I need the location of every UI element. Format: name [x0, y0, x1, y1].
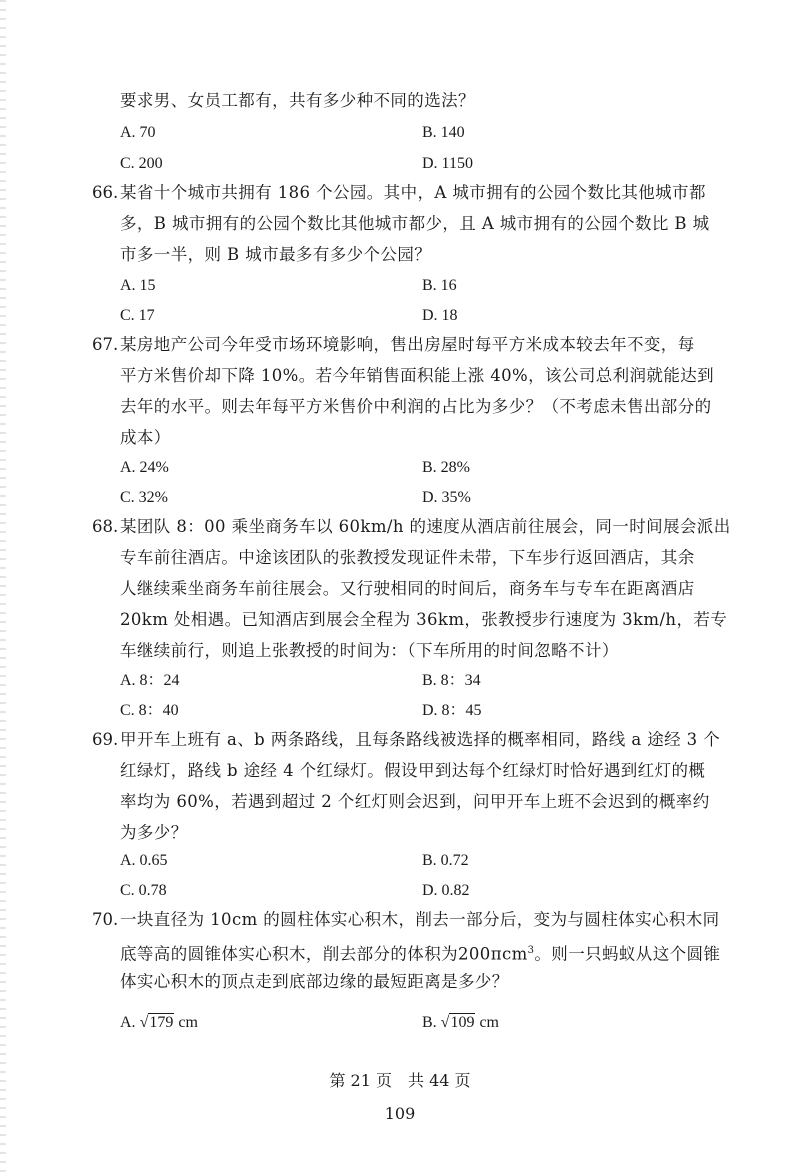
- page-number: 109: [384, 1104, 416, 1123]
- question-67-option-a: A. 24%: [120, 459, 169, 476]
- option-b-unit: cm: [479, 1014, 499, 1031]
- question-66-number: 66.: [92, 183, 119, 202]
- square-root-expression: [441, 1011, 476, 1035]
- question-68-line-1: 某团队 8：00 乘坐商务车以 60km/h 的速度从酒店前往展会，同一时间展会派出: [120, 517, 731, 536]
- question-66-option-b: B. 16: [422, 277, 457, 294]
- option-a-prefix: A.: [120, 1014, 136, 1031]
- question-68-option-c: C. 8：40: [120, 702, 179, 719]
- question-68-number: 68.: [92, 517, 119, 536]
- question-69-line-3: 率均为 60%，若遇到超过 2 个红灯则会迟到，问甲开车上班不会迟到的概率约: [120, 792, 710, 811]
- question-70-line-1: 一块直径为 10cm 的圆柱体实心积木，削去一部分后，变为与圆柱体实心积木同: [120, 910, 720, 929]
- question-69-option-c: C. 0.78: [120, 882, 167, 899]
- question-67-option-c: C. 32%: [120, 489, 168, 506]
- question-69-line-1: 甲开车上班有 a、b 两条路线，且每条路线被选择的概率相同，路线 a 途经 3 个: [120, 730, 721, 749]
- question-69-line-2: 红绿灯，路线 b 途经 4 个红绿灯。假设甲到达每个红绿灯时恰好遇到红灯的概: [120, 761, 706, 780]
- question-67-line-4: 成本）: [120, 428, 171, 447]
- question-69-option-b: B. 0.72: [422, 852, 469, 869]
- question-67-number: 67.: [92, 335, 119, 354]
- question-70-line-2-after: 。则一只蚂蚁从这个圆锥: [534, 944, 721, 964]
- cubic-exponent: 3: [527, 945, 535, 956]
- radical-sign-icon: √: [440, 1014, 450, 1031]
- question-68-option-d: D. 8：45: [422, 702, 482, 719]
- question-67-option-d: D. 35%: [422, 489, 471, 506]
- question-66-option-d: D. 18: [422, 307, 458, 324]
- removed-volume-value: 200πcm: [458, 944, 528, 964]
- question-70-number: 70.: [92, 910, 119, 929]
- question-70-option-b: [422, 1011, 499, 1035]
- question-70-line-2-before: 底等高的圆锥体实心积木，削去部分的体积为: [120, 944, 458, 964]
- question-69-number: 69.: [92, 730, 119, 749]
- option-d: D. 1150: [422, 155, 473, 172]
- option-c: C. 200: [120, 155, 163, 172]
- question-66-option-a: A. 15: [120, 277, 156, 294]
- question-69-option-a: A. 0.65: [120, 852, 168, 869]
- question-68-line-3: 人继续乘坐商务车前往展会。又行驶相同的时间后，商务车与专车在距离酒店: [120, 579, 695, 598]
- question-66-line-1: 某省十个城市共拥有 186 个公园。其中，A 城市拥有的公园个数比其他城市都: [120, 183, 706, 202]
- question-70-option-a: [120, 1011, 198, 1035]
- question-67-option-b: B. 28%: [422, 459, 470, 476]
- question-70-line-2: [120, 939, 720, 967]
- radicand: 179: [149, 1014, 174, 1031]
- radicand: 109: [450, 1014, 475, 1031]
- option-a-unit: cm: [178, 1014, 198, 1031]
- question-68-option-a: A. 8：24: [120, 672, 180, 689]
- question-69-option-d: D. 0.82: [422, 882, 470, 899]
- question-continuation-text: 要求男、女员工都有，共有多少种不同的选法？: [120, 91, 475, 110]
- question-68-line-2: 专车前往酒店。中途该团队的张教授发现证件未带，下车步行返回酒店，其余: [120, 548, 695, 567]
- question-68-line-5: 车继续前行，则追上张教授的时间为：（下车所用的时间忽略不计）: [120, 641, 619, 660]
- radical-sign-icon: √: [139, 1014, 149, 1031]
- option-b: B. 140: [422, 124, 465, 141]
- question-69-line-4: 为多少？: [120, 823, 188, 842]
- square-root-expression: [140, 1011, 175, 1035]
- question-66-option-c: C. 17: [120, 307, 155, 324]
- question-68-option-b: B. 8：34: [422, 672, 481, 689]
- question-67-line-3: 去年的水平。则去年每平方米售价中利润的占比为多少？（不考虑未售出部分的: [120, 397, 712, 416]
- page-info: 第 21 页 共 44 页: [329, 1071, 471, 1090]
- question-70-line-3: 体实心积木的顶点走到底部边缘的最短距离是多少？: [120, 972, 509, 991]
- question-66-line-3: 市多一半，则 B 城市最多有多少个公园？: [120, 245, 432, 264]
- question-67-line-2: 平方米售价却下降 10%。若今年销售面积能上涨 40%，该公司总利润就能达到: [120, 366, 715, 385]
- option-b-prefix: B.: [422, 1014, 437, 1031]
- question-68-line-4: 20km 处相遇。已知酒店到展会全程为 36km，张教授步行速度为 3km/h，若专: [120, 610, 728, 629]
- question-66-line-2: 多，B 城市拥有的公园个数比其他城市都少，且 A 城市拥有的公园个数比 B 城: [120, 214, 710, 233]
- question-67-line-1: 某房地产公司今年受市场环境影响，售出房屋时每平方米成本较去年不变，每: [120, 335, 695, 354]
- option-a: A. 70: [120, 124, 156, 141]
